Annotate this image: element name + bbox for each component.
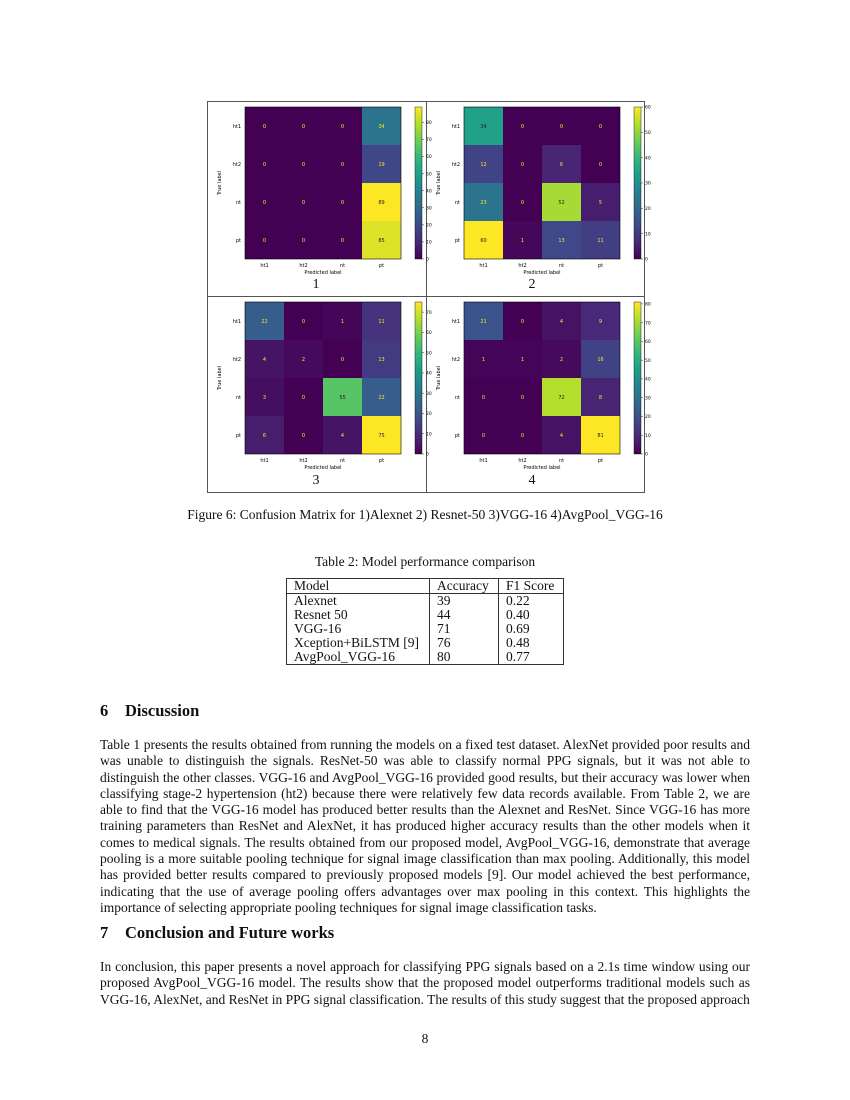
colorbar-tick-label: 10	[645, 433, 651, 439]
cell-value: 0	[520, 124, 525, 130]
cell-accuracy: 80	[430, 650, 499, 665]
x-tick-label: pt	[378, 263, 385, 269]
colorbar-tick-label: 10	[426, 432, 432, 438]
colorbar-tick-label: 60	[645, 340, 651, 346]
cell-value: 0	[262, 200, 267, 206]
cell-value: 0	[481, 395, 486, 401]
table-row	[287, 650, 564, 665]
x-tick-label: ht1	[260, 263, 269, 269]
section-heading-conclusion	[100, 923, 334, 943]
colorbar-tick-label: 20	[645, 207, 651, 213]
y-tick-label: pt	[454, 238, 460, 244]
cell-value: 0	[520, 433, 525, 439]
y-tick-label: ht1	[232, 319, 241, 325]
colorbar-tick-label: 60	[645, 105, 651, 111]
colorbar-tick-label: 80	[426, 121, 432, 127]
cell-value: 55	[339, 395, 346, 401]
colorbar-tick-label: 20	[426, 412, 432, 418]
colorbar	[634, 302, 641, 454]
cell-value: 0	[340, 162, 345, 168]
table-row	[287, 608, 564, 622]
x-tick-label: pt	[597, 263, 604, 269]
colorbar-tick-label: 30	[426, 206, 432, 212]
colorbar-tick-label: 10	[645, 232, 651, 238]
y-tick-label: pt	[454, 433, 460, 439]
confusion-matrix-alexnet	[208, 102, 432, 296]
cell-value: 0	[301, 238, 306, 244]
cell-value: 0	[301, 200, 306, 206]
cell-value: 1	[520, 357, 525, 363]
cell-value: 3	[262, 395, 267, 401]
cell-value: 0	[340, 124, 345, 130]
confusion-matrix-avgpool-vgg16	[427, 297, 651, 492]
y-tick-label: nt	[454, 395, 460, 401]
cell-value: 0	[520, 319, 525, 325]
cell-value: 0	[340, 200, 345, 206]
x-tick-label: ht2	[518, 263, 527, 269]
y-tick-label: pt	[235, 238, 241, 244]
cell-value: 0	[340, 238, 345, 244]
cell-value: 0	[301, 162, 306, 168]
x-tick-label: ht2	[518, 458, 527, 464]
colorbar-tick-label: 40	[645, 156, 651, 162]
y-axis-label: True label	[436, 365, 442, 391]
cell-value: 22	[378, 395, 385, 401]
cell-value: 6	[559, 162, 564, 168]
y-tick-label: ht2	[451, 357, 460, 363]
cell-value: 2	[559, 357, 564, 363]
panel-label-2: 2	[528, 277, 536, 292]
y-tick-label: nt	[454, 200, 460, 206]
table-header-row	[287, 579, 564, 594]
discussion-paragraph: Table 1 presents the results obtained from running the models on a fixed test dataset. AlexNet provided poor results and was unable to distinguish the signals. ResNet-50 was able to classify normal PPG signals, but it was not able to distinguish the other classes. VGG-16 and AvgPool_VGG-16 provided good results, but their accuracy was lower when classifying stage-2 hypertension (ht2) because there were relatively few data records available. From Table 2, we are able to find that the VGG-16 model has produced better results than the Alexnet and ResNet. Since VGG-16 has more training parameters than ResNet and AlexNet, it has produced higher accuracy results than the other models when it comes to medical signals. The results obtained from our proposed model, AvgPool_VGG-16, demonstrate that average pooling is a more suitable pooling technique for signal image classification than max pooling. Additionally, this model has provided better results compared to previously proposed models [9]. Our model achieved the best performance, indicating that the use of average pooling offers advantages over max pooling in this context. This highlights the importance of selecting appropriate pooling techniques for signal image classification tasks.	[100, 737, 750, 915]
cell-value: 52	[558, 200, 565, 206]
cell-f1: 0.77	[499, 650, 564, 665]
cell-value: 0	[301, 433, 306, 439]
y-axis-label: True label	[436, 170, 442, 196]
table-row	[287, 594, 564, 609]
cell-value: 0	[598, 162, 603, 168]
x-tick-label: pt	[597, 458, 604, 464]
x-axis-label: Predicted label	[523, 270, 561, 276]
cell-value: 85	[378, 238, 385, 244]
header-f1: F1 Score	[499, 579, 564, 594]
y-tick-label: ht1	[451, 319, 460, 325]
cell-value: 89	[378, 200, 385, 206]
confusion-matrix-vgg16	[208, 297, 432, 492]
x-tick-label: ht1	[260, 458, 269, 464]
cell-value: 75	[378, 433, 385, 439]
cell-value: 4	[559, 319, 564, 325]
cell-value: 0	[262, 162, 267, 168]
cell-model: VGG-16	[287, 622, 430, 636]
colorbar-tick-label: 80	[645, 302, 651, 308]
cell-f1: 0.69	[499, 622, 564, 636]
cell-value: 0	[301, 124, 306, 130]
cell-value: 0	[559, 124, 564, 130]
figure-6	[207, 101, 651, 493]
cell-value: 60	[480, 238, 487, 244]
colorbar-tick-label: 60	[426, 331, 432, 337]
colorbar-tick-label: 50	[645, 131, 651, 137]
table-row	[287, 636, 564, 650]
conclusion-paragraph: In conclusion, this paper presents a novel approach for classifying PPG signals based on a 2.1s time window using our proposed AvgPool_VGG-16 model. The results show that the proposed model outperforms traditional models such as VGG-16, AlexNet, and ResNet in PPG signal classification. The results of this study suggest that the proposed approach	[100, 959, 750, 1007]
cell-value: 81	[597, 433, 604, 439]
table-caption: Table 2: Model performance comparison	[314, 554, 536, 569]
cell-f1: 0.48	[499, 636, 564, 650]
cell-accuracy: 39	[430, 594, 499, 609]
colorbar	[415, 302, 422, 454]
cell-value: 19	[378, 162, 385, 168]
confusion-matrix-resnet50	[427, 102, 651, 296]
cell-value: 0	[301, 395, 306, 401]
colorbar-tick-label: 50	[426, 172, 432, 178]
cell-accuracy: 76	[430, 636, 499, 650]
cell-f1: 0.40	[499, 608, 564, 622]
cell-model: Xception+BiLSTM [9]	[287, 636, 430, 650]
y-axis-label: True label	[217, 170, 223, 196]
cell-value: 8	[598, 395, 603, 401]
cell-value: 4	[340, 433, 345, 439]
cell-value: 22	[261, 319, 268, 325]
section-number: 7	[100, 923, 109, 942]
cell-value: 16	[597, 357, 604, 363]
x-axis-label: Predicted label	[523, 465, 561, 471]
x-tick-label: nt	[339, 458, 346, 464]
colorbar-tick-label: 40	[426, 189, 432, 195]
x-tick-label: ht2	[299, 263, 308, 269]
x-axis-label: Predicted label	[304, 465, 342, 471]
colorbar-tick-label: 0	[426, 257, 429, 263]
cell-value: 6	[262, 433, 267, 439]
cell-value: 11	[597, 238, 604, 244]
header-model: Model	[287, 579, 430, 594]
colorbar-tick-label: 60	[426, 155, 432, 161]
x-tick-label: ht1	[479, 263, 488, 269]
colorbar-tick-label: 0	[645, 452, 648, 458]
y-tick-label: ht2	[232, 357, 241, 363]
cell-value: 5	[598, 200, 603, 206]
cell-accuracy: 71	[430, 622, 499, 636]
colorbar	[634, 107, 641, 259]
y-axis-label: True label	[217, 365, 223, 391]
colorbar-tick-label: 30	[426, 391, 432, 397]
cell-value: 12	[480, 162, 487, 168]
cell-value: 4	[262, 357, 267, 363]
colorbar-tick-label: 10	[426, 240, 432, 246]
cell-value: 0	[520, 200, 525, 206]
colorbar-tick-label: 20	[645, 415, 651, 421]
cell-value: 0	[262, 238, 267, 244]
x-tick-label: ht1	[479, 458, 488, 464]
cell-value: 0	[340, 357, 345, 363]
cell-value: 0	[262, 124, 267, 130]
y-tick-label: ht1	[451, 124, 460, 130]
cell-value: 4	[559, 433, 564, 439]
section-title: Conclusion and Future works	[125, 923, 335, 942]
cell-value: 34	[480, 124, 487, 130]
colorbar-tick-label: 70	[426, 138, 432, 144]
y-tick-label: ht1	[232, 124, 241, 130]
x-tick-label: pt	[378, 458, 385, 464]
colorbar-tick-label: 50	[645, 358, 651, 364]
section-number: 6	[100, 701, 109, 720]
cell-value: 72	[558, 395, 565, 401]
cell-model: Alexnet	[287, 594, 430, 609]
cell-value: 9	[598, 319, 603, 325]
cell-value: 23	[480, 200, 487, 206]
cell-value: 34	[378, 124, 385, 130]
colorbar-tick-label: 0	[645, 257, 648, 263]
cell-value: 0	[301, 319, 306, 325]
colorbar-tick-label: 40	[645, 377, 651, 383]
cell-value: 13	[558, 238, 565, 244]
x-axis-label: Predicted label	[304, 270, 342, 276]
table-row	[287, 622, 564, 636]
cell-value: 0	[520, 395, 525, 401]
cell-f1: 0.22	[499, 594, 564, 609]
cell-value: 13	[378, 357, 385, 363]
colorbar-tick-label: 50	[426, 351, 432, 357]
colorbar-tick-label: 40	[426, 371, 432, 377]
y-tick-label: nt	[235, 395, 241, 401]
panel-label-3: 3	[312, 473, 320, 488]
y-tick-label: ht2	[451, 162, 460, 168]
cell-value: 11	[378, 319, 385, 325]
x-tick-label: nt	[558, 458, 565, 464]
figure-caption: Figure 6: Confusion Matrix for 1)Alexnet 2) Resnet-50 3)VGG-16 4)AvgPool_VGG-16	[187, 507, 663, 522]
colorbar-tick-label: 30	[645, 181, 651, 187]
section-title: Discussion	[125, 701, 200, 720]
panel-label-4: 4	[528, 473, 536, 488]
y-tick-label: ht2	[232, 162, 241, 168]
colorbar-tick-label: 70	[426, 310, 432, 316]
panel-label-1: 1	[312, 277, 320, 292]
x-tick-label: nt	[558, 263, 565, 269]
cell-value: 1	[340, 319, 345, 325]
cell-accuracy: 44	[430, 608, 499, 622]
colorbar-tick-label: 0	[426, 452, 429, 458]
cell-value: 2	[301, 357, 306, 363]
colorbar-tick-label: 30	[645, 396, 651, 402]
header-accuracy: Accuracy	[430, 579, 499, 594]
cell-value: 0	[481, 433, 486, 439]
cell-model: AvgPool_VGG-16	[287, 650, 430, 665]
performance-table	[286, 578, 564, 665]
section-heading-discussion	[100, 701, 199, 721]
cell-value: 1	[520, 238, 525, 244]
cell-value: 0	[598, 124, 603, 130]
page-number: 8	[421, 1031, 429, 1046]
colorbar	[415, 107, 422, 259]
colorbar-tick-label: 20	[426, 223, 432, 229]
cell-value: 0	[520, 162, 525, 168]
colorbar-tick-label: 70	[645, 321, 651, 327]
y-tick-label: nt	[235, 200, 241, 206]
cell-model: Resnet 50	[287, 608, 430, 622]
x-tick-label: nt	[339, 263, 346, 269]
y-tick-label: pt	[235, 433, 241, 439]
cell-value: 21	[480, 319, 487, 325]
cell-value: 1	[481, 357, 486, 363]
x-tick-label: ht2	[299, 458, 308, 464]
